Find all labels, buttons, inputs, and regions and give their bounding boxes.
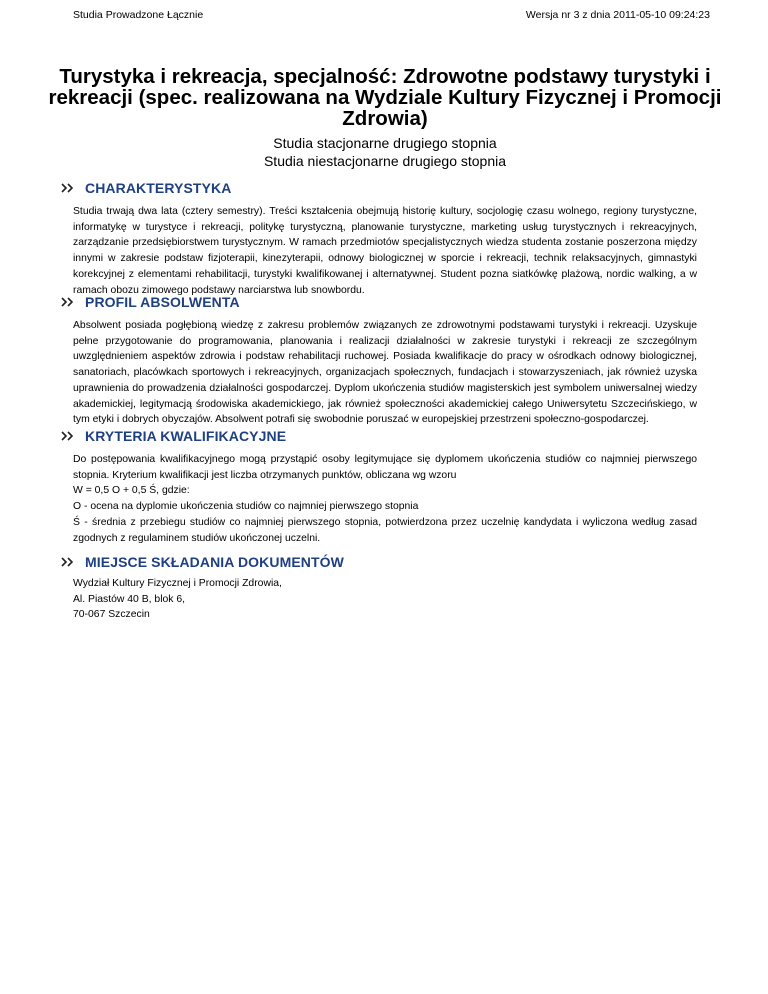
page-title: Turystyka i rekreacja, specjalność: Zdrowotne podstawy turystyki i rekreacji (spec. realizowana na Wydziale Kultury Fizycznej i Promocji Zdrowia) <box>48 65 722 130</box>
section-heading-miejsce <box>60 553 344 571</box>
section-heading-profil-absolwenta <box>60 293 240 311</box>
double-chevron-icon <box>60 182 76 194</box>
header-version: Wersja nr 3 z dnia 2011-05-10 09:24:23 <box>525 9 710 21</box>
kryteria-o-definition: O - ocena na dyplomie ukończenia studiów co najmniej pierwszego stopnia <box>73 501 419 513</box>
section-body-miejsce <box>73 576 697 623</box>
section-heading-kryteria <box>60 427 286 445</box>
study-mode-full-time: Studia stacjonarne drugiego stopnia <box>273 135 497 151</box>
section-body-kryteria <box>73 452 697 546</box>
double-chevron-icon <box>60 556 76 568</box>
section-body-profil-absolwenta: Absolwent posiada pogłębioną wiedzę z zakresu problemów związanych ze zdrowotnymi podstawami turystyki i rekreacji. Uzyskuje pełne przygotowanie do programowania, planowania i realizacji działalności w zakresie turystyki i rekreacji ze szczególnym uwzględnieniem aspektów zdrowia i podstaw rehabilitacji ruchowej. Posiada kwalifikacje do pracy w ośrodkach odnowy biologicznej, sanatoriach, placówkach sportowych i rekreacyjnych, organizacjach społecznych, fundacjach i stowarzyszeniach, jak również uzyska uprawnienia do prowadzenia działalności gospodarczej. Dyplom ukończenia studiów magisterskich jest symbolem uniwersalnej wiedzy akademickiej, legitymacją środowiska akademickiego, jak również społeczności akademickiej całego Uniwersytetu Szczecińskiego, w tym etyki i dobrych obyczajów. Absolwent potrafi się swobodnie poruszać w europejskiej przestrzeni społeczno-gospodarczej. <box>73 320 697 426</box>
double-chevron-icon <box>60 296 76 308</box>
section-title: MIEJSCE SKŁADANIA DOKUMENTÓW <box>85 554 344 570</box>
address-line-street: Al. Piastów 40 B, blok 6, <box>73 593 186 605</box>
header-program-type: Studia Prowadzone Łącznie <box>73 9 204 21</box>
section-title: KRYTERIA KWALIFIKACYJNE <box>85 428 287 444</box>
address-line-faculty: Wydział Kultury Fizycznej i Promocji Zdrowia, <box>73 578 282 589</box>
page-header <box>73 8 710 22</box>
double-chevron-icon <box>60 430 76 442</box>
study-mode-part-time: Studia niestacjonarne drugiego stopnia <box>263 153 507 169</box>
section-body-charakterystyka: Studia trwają dwa lata (cztery semestry). Treści kształcenia obejmują historię kultury, socjologię czasu wolnego, regiony turystyczne, informatykę w turystyce i rekreacji, politykę turystyczną, planowanie turystyczne, marketing usług turystycznych i rekreacyjnych, zarządzanie przedsiębiorstwem turystycznym. W ramach przedmiotów specjalistycznych wiedza studenta zostanie poszerzona między innymi w zakresie podstaw fizjoterapii, kinezyterapii, odnowy biologicznej w sporcie i rekreacji, technik relaksacyjnych, gimnastyki korekcyjnej z elementami rehabilitacji, turystyki kwalifikowanej i alternatywnej. Student pozna siatkówkę plażową, nordic walking, a w ramach obozu zimowego podstawy narciarstwa lub snowbordu. <box>73 206 697 296</box>
address-line-city: 70-067 Szczecin <box>73 609 150 621</box>
study-modes <box>40 134 730 170</box>
section-heading-charakterystyka <box>60 179 231 197</box>
kryteria-s-definition: Ś - średnia z przebiegu studiów co najmniej pierwszego stopnia, potwierdzona przez uczelnię kandydata i wyliczona według zasad zgodnych z regulaminem studiów ukończonej uczelni. <box>73 516 697 544</box>
section-title: PROFIL ABSOLWENTA <box>85 294 240 310</box>
kryteria-formula: W = 0,5 O + 0,5 Ś, gdzie: <box>73 485 190 497</box>
section-title: CHARAKTERYSTYKA <box>85 180 232 196</box>
kryteria-intro: Do postępowania kwalifikacyjnego mogą przystąpić osoby legitymujące się dyplomem ukończenia studiów co najmniej pierwszego stopnia. Kryterium kwalifikacji jest liczba otrzymanych punktów, obliczana wg wzoru <box>73 454 697 481</box>
